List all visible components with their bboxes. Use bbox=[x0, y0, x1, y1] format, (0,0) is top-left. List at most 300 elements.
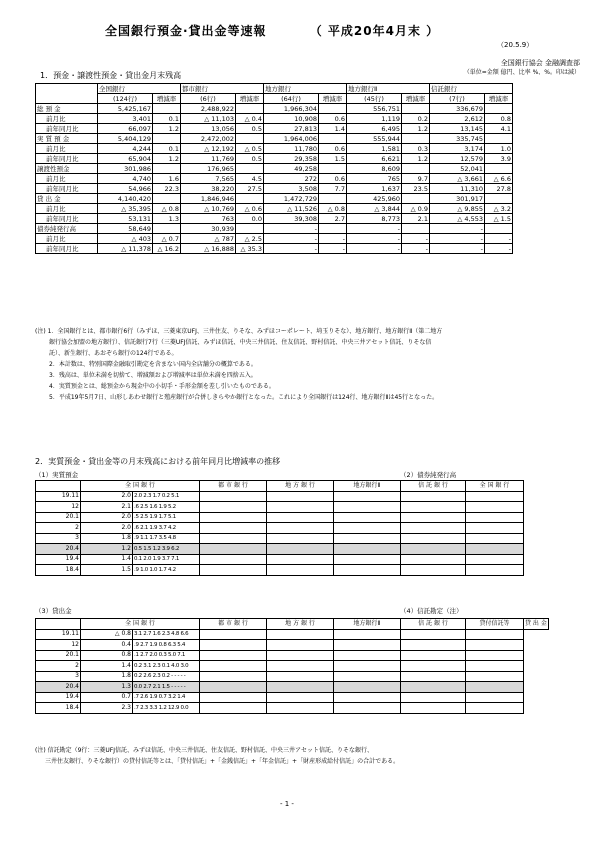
empty-cell bbox=[200, 512, 267, 523]
report-date: （20.5.9） bbox=[497, 41, 534, 49]
value-cell: 6,495 bbox=[347, 124, 402, 134]
value-cell bbox=[153, 104, 181, 114]
header-row bbox=[36, 619, 549, 630]
value-cell bbox=[485, 224, 513, 234]
value-cell: 2.0 bbox=[81, 512, 133, 523]
value-cell: △ 0.8 bbox=[153, 204, 181, 214]
bank-name-header: 都市銀行 bbox=[181, 84, 264, 94]
empty-cell bbox=[466, 650, 524, 661]
empty-cell bbox=[200, 491, 267, 502]
overlapping-values: .6 2.1 1.9 3.7 4.2 bbox=[133, 523, 200, 534]
value-cell: 176,965 bbox=[181, 164, 236, 174]
value-cell bbox=[402, 194, 430, 204]
value-cell: 4.1 bbox=[485, 124, 513, 134]
value-cell: 1.5 bbox=[319, 154, 347, 164]
value-cell: 11,769 bbox=[181, 154, 236, 164]
sub4-title: （4）信託勘定（注） bbox=[400, 607, 463, 615]
empty-cell bbox=[466, 671, 524, 682]
value-cell: 1,964,006 bbox=[264, 134, 319, 144]
value-cell: 425,960 bbox=[347, 194, 402, 204]
empty-cell bbox=[401, 565, 466, 576]
value-cell: 272 bbox=[264, 174, 319, 184]
value-cell: 2.1 bbox=[81, 502, 133, 513]
value-cell: 66,097 bbox=[98, 124, 153, 134]
empty-cell bbox=[401, 671, 466, 682]
value-cell bbox=[319, 164, 347, 174]
empty-cell bbox=[267, 692, 334, 703]
table-row bbox=[36, 523, 524, 534]
empty-cell bbox=[466, 661, 524, 672]
value-cell: △ 9,855 bbox=[430, 204, 485, 214]
title-text: 全国銀行預金·貸出金等速報 bbox=[105, 24, 267, 38]
period-cell: 18.4 bbox=[36, 565, 81, 576]
empty-cell bbox=[401, 640, 466, 651]
empty-cell bbox=[200, 640, 267, 651]
empty-cell bbox=[466, 565, 524, 576]
empty-cell bbox=[267, 512, 334, 523]
empty-cell bbox=[334, 544, 401, 555]
value-cell: 11,780 bbox=[264, 144, 319, 154]
value-cell bbox=[319, 224, 347, 234]
table-row bbox=[36, 565, 524, 576]
overlapping-values: .5 2.5 1.9 1.7 5.1 bbox=[133, 512, 200, 523]
empty-cell bbox=[466, 640, 524, 651]
empty-cell bbox=[267, 682, 334, 693]
bank-count-header: (124行) bbox=[98, 94, 153, 104]
table-row bbox=[36, 629, 549, 640]
value-cell: 0.0 bbox=[236, 214, 264, 224]
empty-cell bbox=[334, 523, 401, 534]
value-cell: - bbox=[264, 224, 319, 234]
value-cell: 22.3 bbox=[153, 184, 181, 194]
column-header: 信 託 銀 行 bbox=[401, 619, 466, 630]
header-row bbox=[36, 481, 524, 492]
value-cell: - bbox=[347, 224, 402, 234]
value-cell bbox=[236, 224, 264, 234]
empty-cell bbox=[200, 502, 267, 513]
empty-cell bbox=[401, 533, 466, 544]
empty-cell bbox=[466, 703, 524, 714]
value-cell: 1.4 bbox=[319, 124, 347, 134]
period-cell: 2 bbox=[36, 661, 81, 672]
empty-cell bbox=[334, 533, 401, 544]
table-row bbox=[36, 164, 513, 174]
table-row bbox=[36, 650, 549, 661]
value-cell: 4,140,420 bbox=[98, 194, 153, 204]
value-cell: 1,119 bbox=[347, 114, 402, 124]
value-cell: △ 1.5 bbox=[485, 214, 513, 224]
empty-cell bbox=[267, 703, 334, 714]
value-cell: 23.5 bbox=[402, 184, 430, 194]
empty-cell bbox=[267, 523, 334, 534]
value-cell: 13,056 bbox=[181, 124, 236, 134]
value-cell: 1,637 bbox=[347, 184, 402, 194]
value-cell: 29,358 bbox=[264, 154, 319, 164]
table-row bbox=[36, 661, 549, 672]
value-cell bbox=[402, 134, 430, 144]
empty-cell bbox=[200, 565, 267, 576]
column-header: 都 市 銀 行 bbox=[200, 481, 267, 492]
empty-cell bbox=[401, 629, 466, 640]
notes-block bbox=[35, 326, 580, 403]
value-cell: 2.0 bbox=[81, 491, 133, 502]
overlapping-values: .9 1.1 1.7 3.5 4.8 bbox=[133, 533, 200, 544]
table-row bbox=[36, 512, 524, 523]
value-cell: 10,908 bbox=[264, 114, 319, 124]
rate-header: 増減率 bbox=[485, 94, 513, 104]
empty-cell bbox=[334, 629, 401, 640]
empty-cell bbox=[200, 671, 267, 682]
row-label: 総 預 金 bbox=[36, 104, 98, 114]
overlapping-values: 0.2 2.6 2.3 0.2 - - - - - bbox=[133, 671, 200, 682]
table-row bbox=[36, 491, 524, 502]
period-cell: 3 bbox=[36, 533, 81, 544]
value-cell: 0.5 bbox=[236, 154, 264, 164]
table-row bbox=[36, 554, 524, 565]
empty-cell bbox=[334, 661, 401, 672]
bank-name-header: 地方銀行 bbox=[264, 84, 347, 94]
value-cell: 65,904 bbox=[98, 154, 153, 164]
empty-cell bbox=[267, 544, 334, 555]
value-cell bbox=[485, 164, 513, 174]
row-label: 前月比 bbox=[36, 114, 98, 124]
value-cell: △ 3,844 bbox=[347, 204, 402, 214]
column-header: 地 方 銀 行 bbox=[267, 481, 334, 492]
value-cell: 0.5 bbox=[236, 124, 264, 134]
value-cell bbox=[402, 224, 430, 234]
empty-cell bbox=[267, 554, 334, 565]
empty-cell bbox=[334, 682, 401, 693]
value-cell: 1,581 bbox=[347, 144, 402, 154]
value-cell bbox=[319, 104, 347, 114]
empty-cell bbox=[401, 661, 466, 672]
value-cell: 11,310 bbox=[430, 184, 485, 194]
value-cell: 52,041 bbox=[430, 164, 485, 174]
row-label: 前年同月比 bbox=[36, 184, 98, 194]
value-cell bbox=[236, 104, 264, 114]
rate-header: 増減率 bbox=[402, 94, 430, 104]
sub2-title: （2）債券純発行高 bbox=[400, 471, 457, 479]
table-row bbox=[36, 224, 513, 234]
empty-cell bbox=[267, 650, 334, 661]
column-header: 地方銀行Ⅱ bbox=[334, 481, 401, 492]
value-cell: △ 0.5 bbox=[236, 144, 264, 154]
overlapping-values: 0.2 3.1 2.3 0.1 4.0 3.0 bbox=[133, 661, 200, 672]
value-cell: - bbox=[347, 244, 402, 254]
period-cell: 19.4 bbox=[36, 692, 81, 703]
value-cell: 2.3 bbox=[81, 703, 133, 714]
column-header: 地方銀行Ⅱ bbox=[334, 619, 401, 630]
bank-count-header: (6行) bbox=[181, 94, 236, 104]
value-cell: 27,813 bbox=[264, 124, 319, 134]
value-cell: 0.7 bbox=[81, 692, 133, 703]
value-cell: △ 12,192 bbox=[181, 144, 236, 154]
value-cell: - bbox=[347, 234, 402, 244]
value-cell: 0.8 bbox=[81, 650, 133, 661]
value-cell: △ 0.9 bbox=[402, 204, 430, 214]
deposit-trend-table bbox=[35, 480, 524, 576]
overlapping-values: 3.1 2.7 1.6 2.3 4.8 6.6 bbox=[133, 629, 200, 640]
period-cell: 19.11 bbox=[36, 491, 81, 502]
row-label: 貸 出 金 bbox=[36, 194, 98, 204]
bank-name-header: 信託銀行 bbox=[430, 84, 513, 94]
value-cell: 1.2 bbox=[153, 124, 181, 134]
empty-cell bbox=[401, 544, 466, 555]
value-cell: 1,846,946 bbox=[181, 194, 236, 204]
period-cell: 20.4 bbox=[36, 682, 81, 693]
value-cell: 1.2 bbox=[153, 154, 181, 164]
value-cell: △ 0.8 bbox=[319, 204, 347, 214]
empty-cell bbox=[200, 523, 267, 534]
section2-title: 2．実質預金・貸出金等の月末残高における前年同月比増減率の推移 bbox=[35, 457, 281, 466]
empty-cell bbox=[334, 671, 401, 682]
empty-cell bbox=[334, 640, 401, 651]
value-cell: △ 16.2 bbox=[153, 244, 181, 254]
value-cell: - bbox=[430, 234, 485, 244]
overlapping-values: 0.5 1.5 1.2 3.9 6.2 bbox=[133, 544, 200, 555]
column-header: 都 市 銀 行 bbox=[200, 619, 267, 630]
empty-cell bbox=[401, 512, 466, 523]
empty-cell bbox=[200, 703, 267, 714]
value-cell: 2,612 bbox=[430, 114, 485, 124]
value-cell bbox=[236, 164, 264, 174]
empty-cell bbox=[334, 512, 401, 523]
period-cell: 12 bbox=[36, 640, 81, 651]
value-cell: 1.0 bbox=[485, 144, 513, 154]
footnote-line: (注) 信託勘定（9行：三菱UFJ信託、みずほ信託、中央三井信託、住友信託、野村信託、中央三井アセット信託、りそな銀行、 bbox=[35, 747, 373, 754]
row-label: 前月比 bbox=[36, 144, 98, 154]
value-cell: 3,508 bbox=[264, 184, 319, 194]
value-cell bbox=[319, 134, 347, 144]
table-row bbox=[36, 134, 513, 144]
empty-cell bbox=[267, 671, 334, 682]
period-cell: 20.1 bbox=[36, 650, 81, 661]
table-row bbox=[36, 154, 513, 164]
header-corner bbox=[36, 481, 81, 492]
row-label: 前月比 bbox=[36, 204, 98, 214]
value-cell: 765 bbox=[347, 174, 402, 184]
value-cell: 49,258 bbox=[264, 164, 319, 174]
value-cell bbox=[236, 134, 264, 144]
value-cell: 1.3 bbox=[153, 214, 181, 224]
column-header: 地 方 銀 行 bbox=[267, 619, 334, 630]
table-row bbox=[36, 692, 549, 703]
overlapping-values: .7 2.3 3.3 1.2 12.9 0.0 bbox=[133, 703, 200, 714]
empty-cell bbox=[401, 703, 466, 714]
empty-cell bbox=[401, 491, 466, 502]
unit-note: （単位=金額 億円、比率 %、%。印は減） bbox=[463, 69, 580, 76]
empty-cell bbox=[466, 533, 524, 544]
empty-cell bbox=[200, 692, 267, 703]
value-cell: 1.8 bbox=[81, 533, 133, 544]
value-cell: △ 11,526 bbox=[264, 204, 319, 214]
value-cell: 2.7 bbox=[319, 214, 347, 224]
table-row bbox=[36, 640, 549, 651]
value-cell: 301,917 bbox=[430, 194, 485, 204]
value-cell: - bbox=[319, 234, 347, 244]
overlapping-values: .9 2.7 1.9 0.8 6.3 5.4 bbox=[133, 640, 200, 651]
value-cell: 1.5 bbox=[81, 565, 133, 576]
empty-cell bbox=[267, 661, 334, 672]
empty-cell bbox=[401, 692, 466, 703]
value-cell: 38,220 bbox=[181, 184, 236, 194]
row-label: 前年同月比 bbox=[36, 124, 98, 134]
value-cell: 1.4 bbox=[81, 661, 133, 672]
empty-cell bbox=[200, 650, 267, 661]
value-cell: 1.8 bbox=[81, 671, 133, 682]
empty-cell bbox=[200, 629, 267, 640]
value-cell: 8,773 bbox=[347, 214, 402, 224]
empty-cell bbox=[466, 554, 524, 565]
table-row bbox=[36, 671, 549, 682]
title-period: （ 平成20年4月末 ） bbox=[309, 24, 440, 38]
empty-cell bbox=[401, 523, 466, 534]
empty-cell bbox=[200, 682, 267, 693]
value-cell: 5,425,167 bbox=[98, 104, 153, 114]
value-cell bbox=[153, 164, 181, 174]
empty-cell bbox=[334, 565, 401, 576]
note-line: 託）、新生銀行、あおぞら銀行の124行である。 bbox=[49, 350, 178, 357]
empty-cell bbox=[200, 661, 267, 672]
value-cell: - bbox=[430, 224, 485, 234]
row-label: 前年同月比 bbox=[36, 154, 98, 164]
period-cell: 2 bbox=[36, 523, 81, 534]
empty-cell bbox=[401, 554, 466, 565]
value-cell: △ 3,661 bbox=[430, 174, 485, 184]
note-line: 2．本計数は、特別国際金融取引勘定を含まない国内全店舗分の概算である。 bbox=[49, 361, 257, 368]
value-cell: 1.2 bbox=[402, 124, 430, 134]
value-cell: 27.5 bbox=[236, 184, 264, 194]
row-label: 前月比 bbox=[36, 234, 98, 244]
value-cell: △ 0.4 bbox=[236, 114, 264, 124]
value-cell: 1.2 bbox=[81, 544, 133, 555]
value-cell: 0.1 bbox=[153, 144, 181, 154]
empty-cell bbox=[401, 650, 466, 661]
value-cell: 556,751 bbox=[347, 104, 402, 114]
value-cell: 301,986 bbox=[98, 164, 153, 174]
column-header: 全 国 銀 行 bbox=[466, 481, 524, 492]
value-cell: 27.8 bbox=[485, 184, 513, 194]
value-cell bbox=[153, 194, 181, 204]
value-cell: 1.6 bbox=[153, 174, 181, 184]
value-cell: 53,131 bbox=[98, 214, 153, 224]
value-cell: △ 11,378 bbox=[98, 244, 153, 254]
value-cell: 335,745 bbox=[430, 134, 485, 144]
value-cell: 4.5 bbox=[236, 174, 264, 184]
value-cell bbox=[236, 194, 264, 204]
table-row bbox=[36, 244, 513, 254]
header-row bbox=[36, 94, 513, 104]
table-row bbox=[36, 214, 513, 224]
value-cell: △ 2.5 bbox=[236, 234, 264, 244]
value-cell: 13,145 bbox=[430, 124, 485, 134]
value-cell: △ 403 bbox=[98, 234, 153, 244]
page-title bbox=[105, 22, 439, 39]
note-line: (注) 1．全国銀行とは、都市銀行6行（みずほ、三菱東京UFJ、三井住友、りそな、みずほコーポレート、埼玉りそな）、地方銀行、地方銀行Ⅱ（第二地方 bbox=[35, 328, 443, 335]
value-cell: 555,944 bbox=[347, 134, 402, 144]
table-row bbox=[36, 502, 524, 513]
empty-cell bbox=[334, 554, 401, 565]
bank-count-header: (45行) bbox=[347, 94, 402, 104]
value-cell bbox=[319, 194, 347, 204]
page-number: - 1 - bbox=[280, 800, 294, 808]
value-cell: - bbox=[402, 244, 430, 254]
empty-cell bbox=[466, 512, 524, 523]
note-line: 3．残高は、単位未満を切捨て、増減額および増減率は単位未満を四捨五入。 bbox=[49, 372, 257, 379]
value-cell: 12,579 bbox=[430, 154, 485, 164]
empty-cell bbox=[334, 703, 401, 714]
empty-cell bbox=[334, 502, 401, 513]
value-cell: 2.1 bbox=[402, 214, 430, 224]
value-cell: - bbox=[264, 244, 319, 254]
value-cell: 763 bbox=[181, 214, 236, 224]
table-row bbox=[36, 124, 513, 134]
value-cell: 39,308 bbox=[264, 214, 319, 224]
row-label: 実 質 預 金 bbox=[36, 134, 98, 144]
bank-count-header: (7行) bbox=[430, 94, 485, 104]
header-row bbox=[36, 84, 513, 94]
note-line: 銀行協会加盟の地方銀行）、信託銀行7行（三菱UFJ信託、みずほ信託、中央三井信託、住友信託、野村信託、中央三井アセット信託、りそな信 bbox=[49, 339, 432, 346]
value-cell: 0.4 bbox=[81, 640, 133, 651]
value-cell: 3,174 bbox=[430, 144, 485, 154]
rate-header: 増減率 bbox=[319, 94, 347, 104]
value-cell: 5,404,129 bbox=[98, 134, 153, 144]
value-cell: △ 0.8 bbox=[81, 629, 133, 640]
rate-header: 増減率 bbox=[236, 94, 264, 104]
value-cell: 4,740 bbox=[98, 174, 153, 184]
header-corner bbox=[36, 619, 81, 630]
table-row bbox=[36, 234, 513, 244]
value-cell: 58,649 bbox=[98, 224, 153, 234]
value-cell: - bbox=[430, 244, 485, 254]
empty-cell bbox=[466, 682, 524, 693]
value-cell: △ 3.2 bbox=[485, 204, 513, 214]
period-cell: 18.4 bbox=[36, 703, 81, 714]
value-cell bbox=[402, 104, 430, 114]
value-cell: - bbox=[264, 234, 319, 244]
empty-cell bbox=[200, 544, 267, 555]
value-cell: 4,244 bbox=[98, 144, 153, 154]
value-cell bbox=[485, 194, 513, 204]
value-cell: △ 787 bbox=[181, 234, 236, 244]
value-cell: 0.2 bbox=[402, 114, 430, 124]
value-cell: △ 35,395 bbox=[98, 204, 153, 214]
value-cell: 0.6 bbox=[319, 144, 347, 154]
value-cell: - bbox=[485, 244, 513, 254]
value-cell: 1.2 bbox=[402, 154, 430, 164]
value-cell: 336,679 bbox=[430, 104, 485, 114]
note-line: 5．平成19年5月7日、山形しあわせ銀行と殖産銀行が合併しきらやか銀行となった。これにより全国銀行は124行、地方銀行Ⅱは45行となった。 bbox=[49, 394, 439, 401]
period-cell: 3 bbox=[36, 671, 81, 682]
value-cell: 0.8 bbox=[485, 114, 513, 124]
footnote bbox=[35, 745, 580, 767]
table-row bbox=[36, 194, 513, 204]
table-row bbox=[36, 104, 513, 114]
value-cell: 1.3 bbox=[81, 682, 133, 693]
sub1-title: （1）実質預金 bbox=[35, 471, 79, 479]
period-cell: 19.11 bbox=[36, 629, 81, 640]
value-cell: △ 0.6 bbox=[236, 204, 264, 214]
table-row bbox=[36, 682, 549, 693]
empty-cell bbox=[466, 629, 524, 640]
value-cell: 1,472,729 bbox=[264, 194, 319, 204]
value-cell: - bbox=[485, 234, 513, 244]
empty-cell bbox=[267, 640, 334, 651]
table-row bbox=[36, 114, 513, 124]
table-row bbox=[36, 533, 524, 544]
table-row bbox=[36, 184, 513, 194]
value-cell bbox=[153, 134, 181, 144]
